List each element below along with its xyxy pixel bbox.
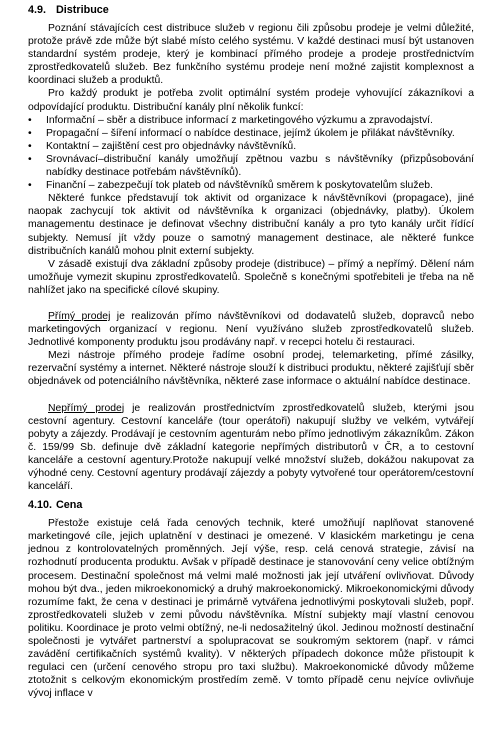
term-direct-sale: Přímý prodej [48,310,111,322]
bullet-icon: • [28,140,32,152]
bullet-icon: • [28,153,32,165]
section-number: 4.9. [28,4,47,16]
section-number: 4.10. [28,499,53,512]
paragraph: Pro každý produkt je potřeba zvolit optimální systém prodeje vyhovující zákazníkovi a odpovídající produktu. Distribuční kanály plní několik funkcí: [28,88,474,113]
bullet-icon: • [28,114,32,126]
bullet-icon: • [28,127,32,139]
section-title: Cena [56,499,83,512]
list-item: • Informační – sběr a distribuce informací z marketingového výzkumu a zpravodajství. [28,114,433,126]
paragraph: V zásadě existují dva základní způsoby prodeje (distribuce) – přímý a nepřímý. Dělení nám umožňuje vymezit skupinu zprostředkovatelů. Společně s konečnými spotřebiteli je třeba na ně nahlížet jako na specifické cílové skupiny. [28,258,474,296]
list-item: • Propagační – šíření informací o nabídce destinace, jejímž úkolem je přilákat návštěvníky. [28,127,455,139]
paragraph: Přestože existuje celá řada cenových technik, které umožňují naplňovat stanovené marketingové cíle, jejich uplatnění v destinaci je omezené. V klasickém marketingu je cena jednou z kontrolovatelných proměnných. Její výše, resp. celá cenová strategie, závisí na rozhodnutí producenta produktu. Avšak v případě destinace je stanovování ceny velice obtížným procesem. Destinační společnost má velmi malé možnosti jak její utváření ovlivňovat. Důvody mohou být dva., jeden mikroekonomický a druhý makroekonomický. Mikroekonomickými důvody rozumíme fakt, že cena v destinaci je primárně vytvářena jednotlivými poskytovali služeb, popř. zprostředkovateli služeb v zemi původu návštěvníka. Místní subjekty mají vlastní cenovou politiku. Koordinace je proto velmi obtížný, ne-li nedosažitelný úkol. Jedinou možností destinační společnosti je vytvářet partnerství a spolupracovat se soukromým sektorem (např. v rámci zavádění certifikačních systémů kvality). V některých případech dokonce může přistoupit k regulaci cen (určení cenového stropu pro taxi službu). Makroekonomické důvody můžeme ztotožnit s celkovým ekonomickým prostředím země. V tomto případě cenu nejvíce ovlivňuje vývoj inflace v [28,518,474,700]
term-indirect-sale: Nepřímý prodej [48,402,125,414]
section-heading-distribuce [28,4,474,17]
paragraph-indirect-sale: Nepřímý prodej je realizován prostřednictvím zprostředkovatelů služeb, kterými jsou cestovní agentury. Cestovní kanceláře (tour operátoři) nakupují služby ve velkém, vytvářejí pobyty a zájezdy. Prodávají je cestovním agenturám nebo přímo jednotlivým zákazníkům. Zákon č. 159/99 Sb. definuje dvě základní kategorie nepřímých distributorů v ČR, a to cestovní kanceláře a cestovní agentury.Protože nakupují velké množství služeb, dokážou nakupovat za výhodné ceny. Cestovní agentury prodávají zájezdy a pobyty vytvořené tour operátorem/cestovní kanceláří. [28,402,474,493]
spacer [28,297,474,310]
list-item: • Kontaktní – zajištění cest pro objednávky návštěvníků. [28,140,297,152]
paragraph: Mezi nástroje přímého prodeje řadíme osobní prodej, telemarketing, přímé zásilky, rezervační systémy a internet. Některé nástroje slouží k distribuci produktu, některé zajišťují sběr objednávek od potenciálního návštěvníka, některé zase informace o aktuální nabídce destinace. [28,350,474,388]
list-item: • Finanční – zabezpečují tok plateb od návštěvníků směrem k poskytovatelům služeb. [28,180,433,192]
section-title: Distribuce [56,4,109,16]
list-item: • Srovnávací–distribuční kanály umožňují zpětnou vazbu s návštěvníky (přizpůsobování nabídky destinace potřebám návštěvníků). [28,153,474,179]
spacer [28,389,474,402]
paragraph: Některé funkce představují tok aktivit od organizace k návštěvníkovi (propagace), jiné naopak zachycují tok aktivit od návštěvníka k organizaci (objednávky, platby). Úkolem managementu destinace je definovat všechny distribuční kanály a pro tyto kanály určit řídící subjekty. Nemusí jít vždy pouze o samotný management destinace, ale některé funkce distribučních kanálů mohou plnit externí subjekty. [28,193,474,257]
paragraph-direct-sale: Přímý prodej je realizován přímo návštěvníkovi od dodavatelů služeb, dopravců nebo marketingových organizací v regionu. Není využíváno služeb zprostředkovatelů služeb. Jednotlivé komponenty produktu jsou prodávány např. v recepci hotelu či restauraci. [28,310,475,349]
section-heading-cena [28,499,474,512]
bullet-list [28,114,474,193]
bullet-icon: • [28,180,32,192]
paragraph: Poznání stávajících cest distribuce služeb v regionu čili způsobu prodeje je velmi důležité, protože právě zde může být slabé místo celého systému. V každé destinaci musí být ustanoven standardní systém prodeje, který je kombinací přímého prodeje a prodeje prostřednictvím zprostředkovatelů služeb. Bez funkčního systému prodeje není možné zajistit komplexnost a koordinaci služeb a produktů. [28,23,474,87]
